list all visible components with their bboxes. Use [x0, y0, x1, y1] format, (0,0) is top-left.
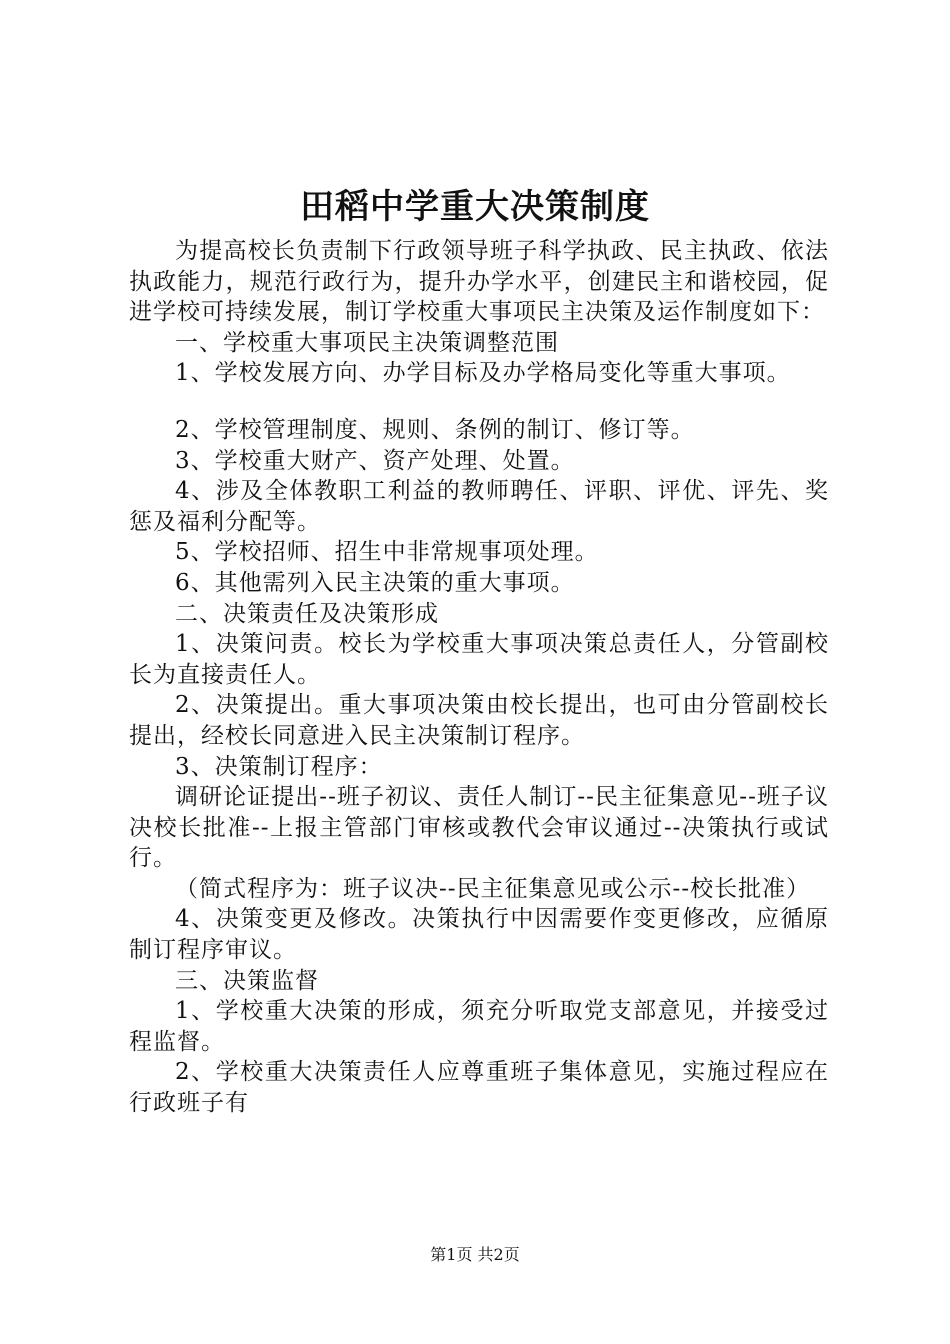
page-footer: 第1页 共2页 [430, 1245, 520, 1264]
paragraph-intro: 为提高校长负责制下行政领导班子科学执政、民主执政、依法执政能力，规范行政行为，提升办学水平，创建民主和谐校园，促进学校可持续发展，制订学校重大事项民主决策及运作制度如下： [129, 238, 829, 326]
document-title: 田稻中学重大决策制度 [300, 187, 650, 227]
paragraph: 2、学校管理制度、规则、条例的制订、修订等。 [175, 416, 695, 443]
paragraph: 6、其他需列入民主决策的重大事项。 [175, 569, 575, 596]
paragraph: 3、学校重大财产、资产处理、处置。 [175, 447, 575, 474]
section-heading-2: 二、决策责任及决策形成 [175, 600, 439, 627]
paragraph: 调研论证提出--班子初议、责任人制订--民主征集意见--班子议决校长批准--上报主管部门审核或教代会审议通过--决策执行或试行。 [129, 784, 829, 872]
paragraph: 1、学校重大决策的形成，须充分听取党支部意见，并接受过程监督。 [129, 998, 829, 1055]
paragraph: 3、决策制订程序： [175, 753, 383, 780]
paragraph: 4、决策变更及修改。决策执行中因需要作变更修改，应循原制订程序审议。 [129, 906, 829, 964]
paragraph: 1、学校发展方向、办学目标及办学格局变化等重大事项。 [175, 360, 791, 387]
paragraph: 2、学校重大决策责任人应尊重班子集体意见，实施过程应在行政班子有 [129, 1059, 829, 1117]
paragraph: 1、决策问责。校长为学校重大事项决策总责任人，分管副校长为直接责任人。 [129, 631, 829, 688]
document-body [129, 236, 829, 1119]
section-heading-1: 一、学校重大事项民主决策调整范围 [175, 329, 559, 356]
section-heading-3: 三、决策监督 [175, 967, 319, 994]
paragraph: 5、学校招师、招生中非常规事项处理。 [175, 539, 599, 566]
paragraph: 2、决策提出。重大事项决策由校长提出，也可由分管副校长提出，经校长同意进入民主决策制订程序。 [129, 692, 829, 749]
paragraph: 4、涉及全体教职工利益的教师聘任、评职、评优、评先、奖惩及福利分配等。 [129, 478, 829, 535]
paragraph: （简式程序为：班子议决--民主征集意见或公示--校长批准） [175, 875, 811, 902]
